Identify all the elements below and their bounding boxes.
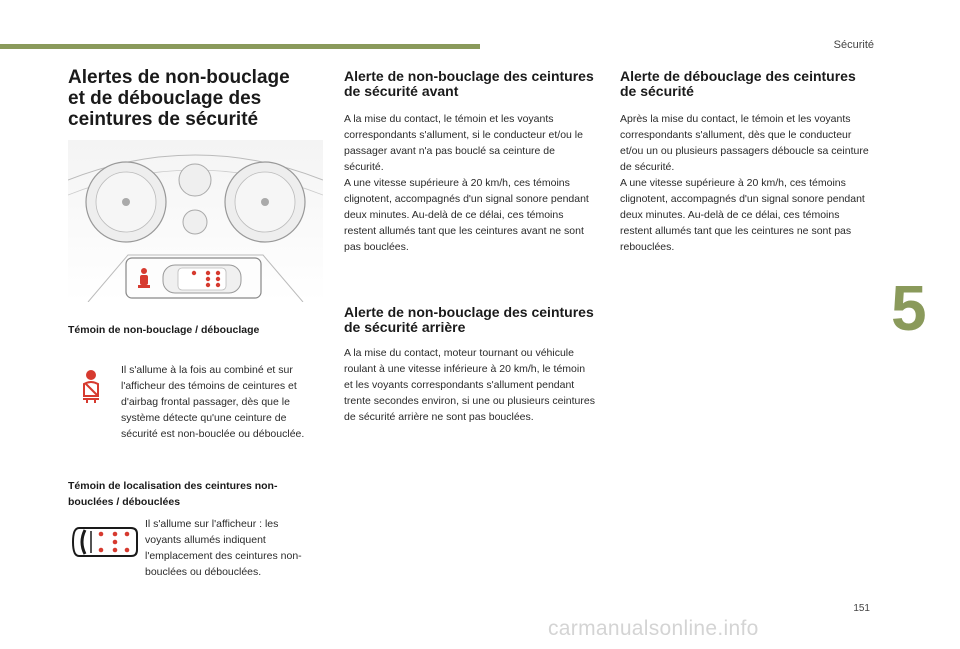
unbuckle-alert-text-2: A une vitesse supérieure à 20 km/h, ces témoins clignotent, accompagnés d'un signal sonore pendant deux minutes. Au-delà de ce délai, ces témoins restent allumés tant que les ceintures ne sont pas rebouclées. (620, 177, 865, 253)
section-label: Sécurité (833, 39, 874, 51)
page-title: Alertes de non-bouclage et de débouclage des ceintures de sécurité (68, 67, 290, 130)
front-alert-text-2: A une vitesse supérieure à 20 km/h, ces témoins clignotent, accompagnés d'un signal sonore pendant deux minutes. Au-delà de ce délai, ces témoins restent allumés tant que les ceintures avant ne sont pas bouclées. (344, 177, 589, 253)
dashboard-svg (68, 140, 323, 302)
header-accent-bar (0, 44, 480, 49)
location-caption: Témoin de localisation des ceintures non-bouclées / débouclées (68, 480, 278, 508)
front-alert-title: Alerte de non-bouclage des ceintures de sécurité avant (344, 68, 594, 99)
dashboard-illustration (68, 140, 323, 302)
rear-alert-text: A la mise du contact, moteur tournant ou véhicule roulant à une vitesse inférieure à 20 km/h, le témoin et les voyants correspondants s'allument pendant trente secondes environ, si une ou plusieurs ceintures de sécurité arrière ne sont pas bouclées. (344, 347, 595, 423)
car-seat-map-icon (71, 526, 139, 558)
figure-caption: Témoin de non-bouclage / débouclage (68, 324, 260, 336)
watermark: carmanualsonline.info (548, 617, 759, 640)
page-number: 151 (853, 603, 870, 614)
rear-alert-title: Alerte de non-bouclage des ceintures de sécurité arrière (344, 304, 594, 335)
front-alert-section (344, 69, 594, 99)
location-description: Il s'allume sur l'afficheur : les voyants allumés indiquent l'emplacement des ceintures non-bouclées ou débouclées. (145, 518, 302, 578)
rear-alert-section (344, 305, 594, 335)
chapter-number: 5 (891, 272, 927, 344)
unbuckle-alert-title: Alerte de débouclage des ceintures de sécurité (620, 68, 856, 99)
unbuckle-alert-text-1: Après la mise du contact, le témoin et les voyants correspondants s'allument, dès que le conducteur et/ou un ou plusieurs passagers déboucle sa ceinture de sécurité. (620, 113, 869, 173)
unbuckle-alert-section (620, 69, 870, 99)
warning-icon-description: Il s'allume à la fois au combiné et sur l'afficheur des témoins de ceintures et d'airbag frontal passager, dès que le système détecte qu'une ceinture de sécurité est non-bouclée ou débouclée. (121, 364, 305, 440)
front-alert-text-1: A la mise du contact, le témoin et les voyants correspondants s'allument, si le conducteur et/ou le passager avant n'a pas bouclé sa ceinture de sécurité. (344, 113, 583, 173)
seatbelt-warning-icon (80, 370, 102, 404)
